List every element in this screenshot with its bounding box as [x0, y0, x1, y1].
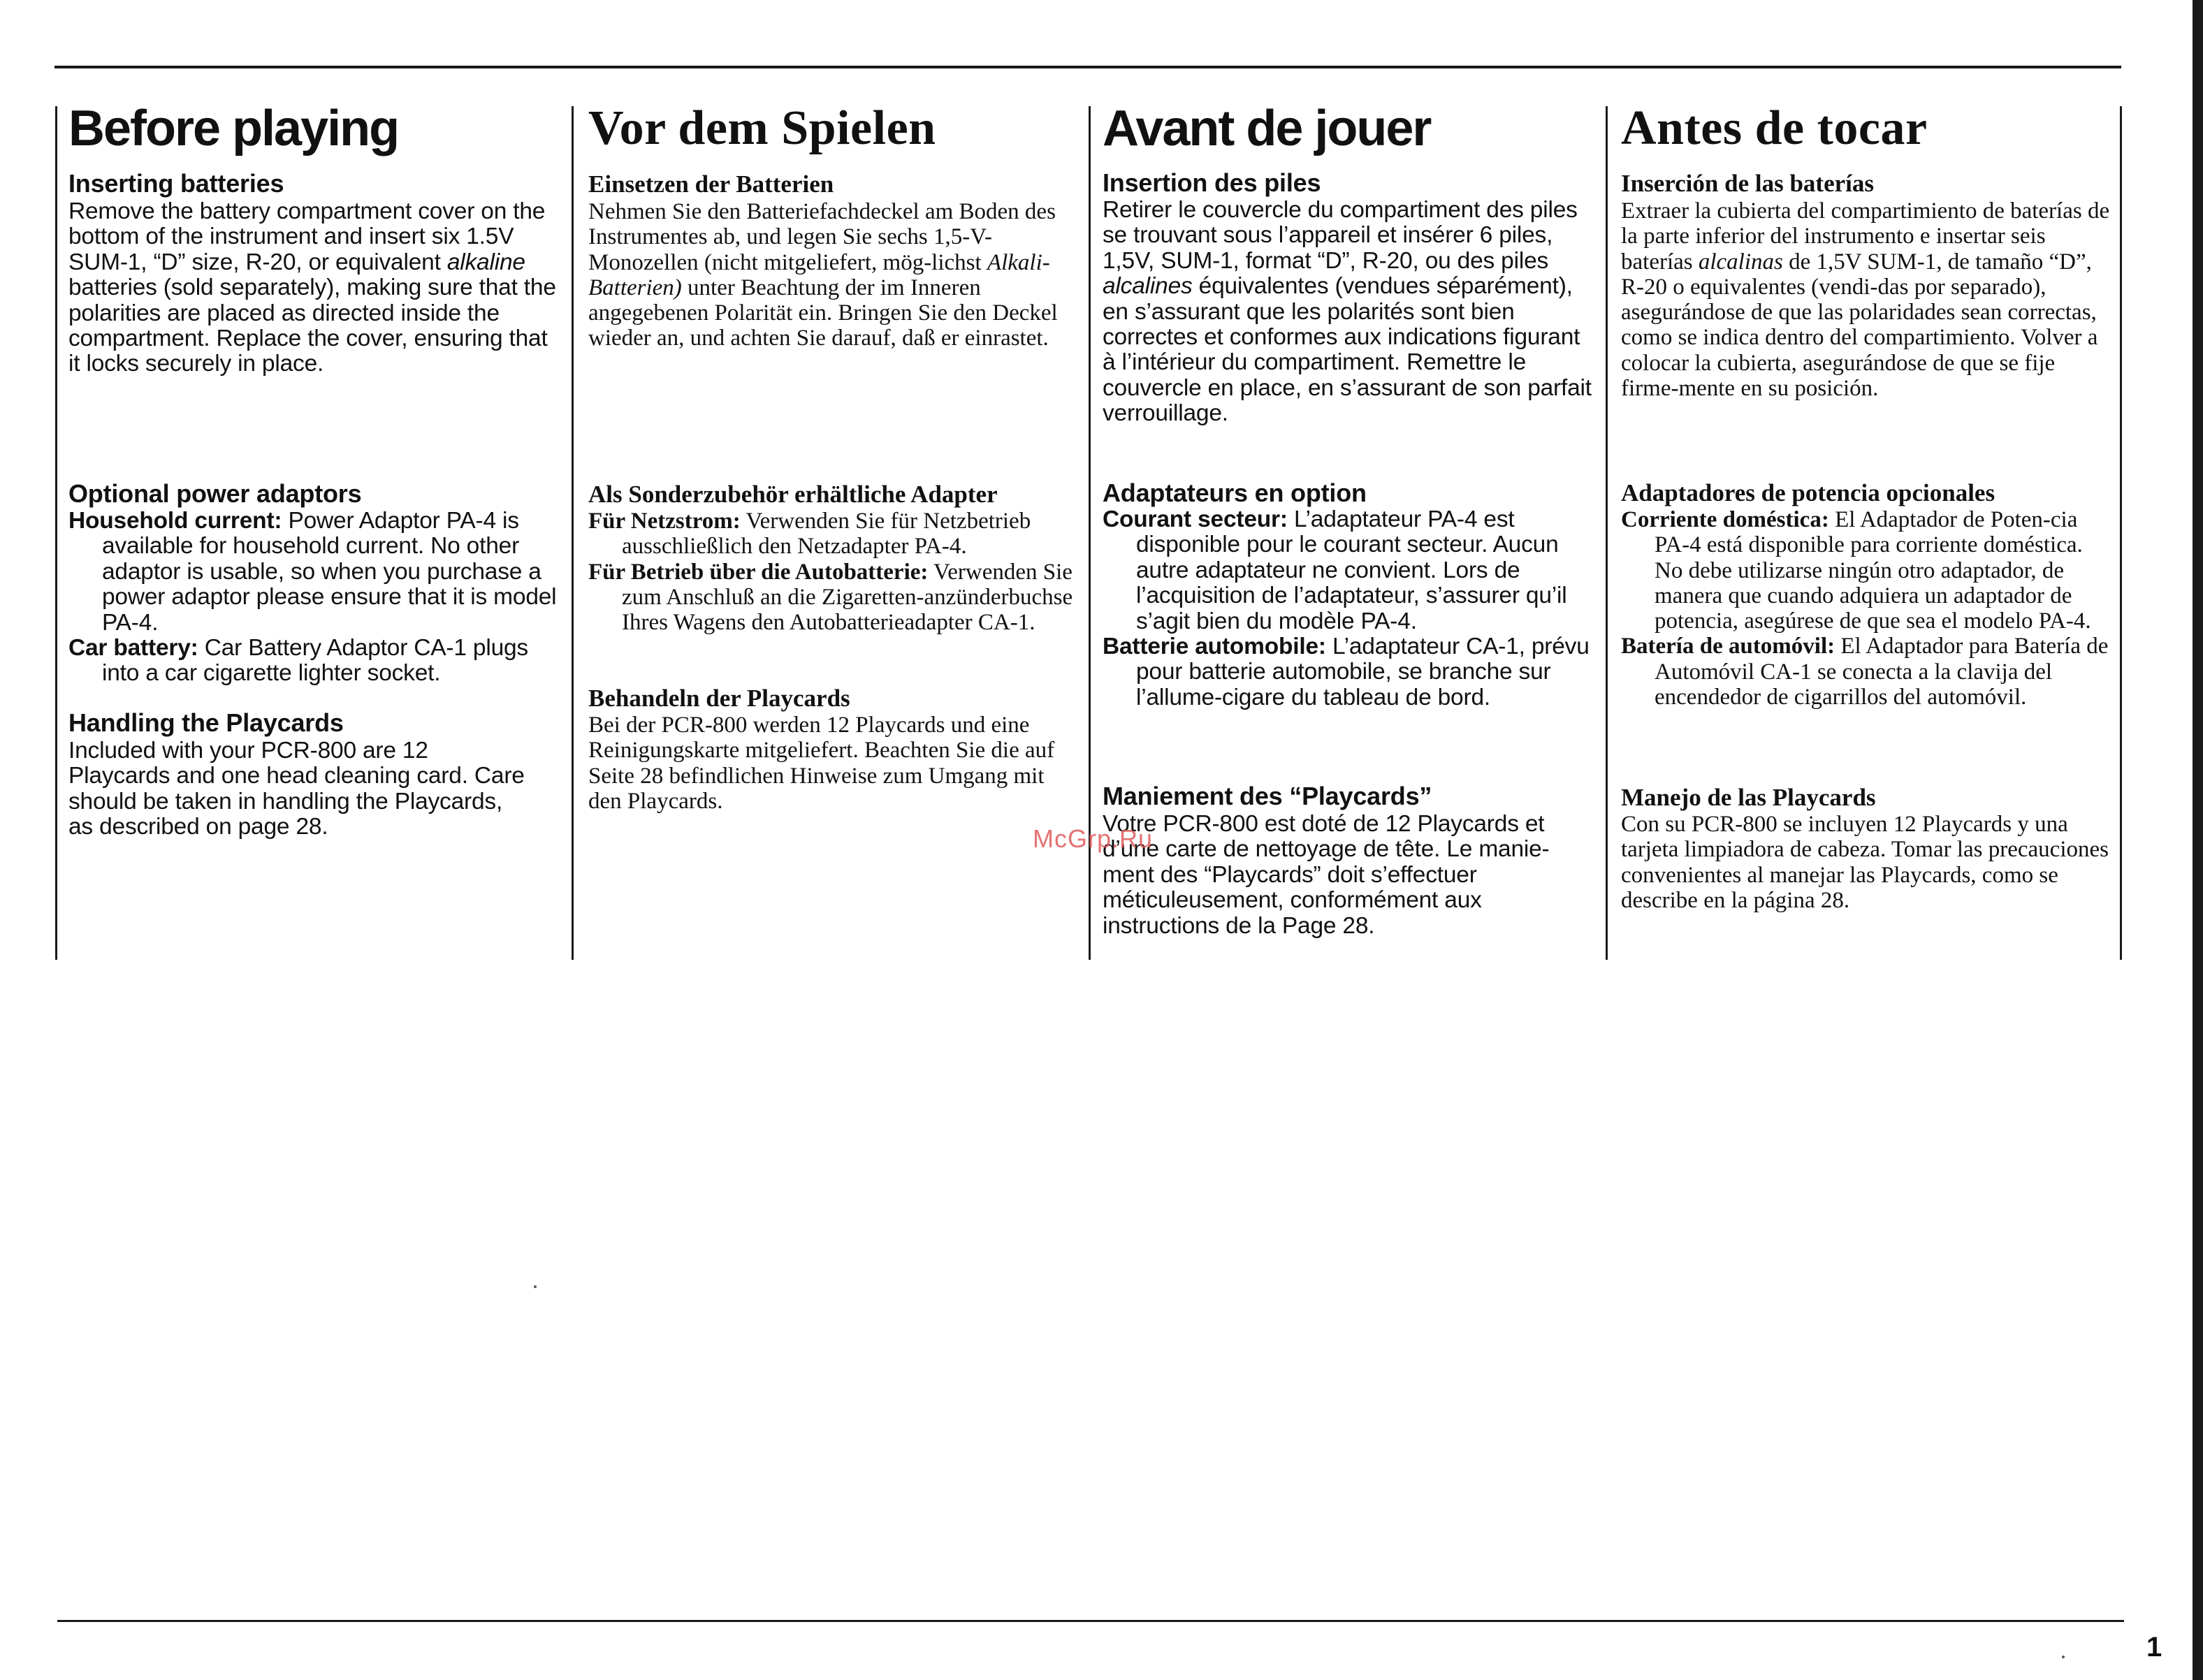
section-text-playcards: Included with your PCR-800 are 12 Playcards and one head cleaning card. Care should be taken in handling the Playcards, as described on page 28.: [68, 738, 525, 840]
section-heading-playcards: Handling the Playcards: [68, 708, 344, 737]
emphasis-text: Alkali-Batterien): [588, 249, 1050, 300]
column-title: Before playing: [68, 101, 399, 156]
list-item-lead: Für Betrieb über die Autobatterie:: [588, 559, 929, 585]
text-run: Extraer la cubierta del compartimiento de baterías de la parte inferior del instrumento e insertar seis baterías: [1621, 198, 2110, 275]
list-item-lead: Courant secteur:: [1103, 506, 1288, 532]
page-edge-border: [2193, 0, 2203, 1680]
column-title: Vor dem Spielen: [588, 101, 936, 155]
section-text-batteries: [588, 199, 1081, 351]
column-divider-2: [572, 106, 574, 960]
list-item-lead: Für Netzstrom:: [588, 509, 741, 534]
list-item-text: El Adaptador de Poten-cia PA-4 está disponible para corriente doméstica. No debe utilizarse ningún otro adaptador, de manera que cuando adquiera un adaptador de potencia, asegúrese de que sea el modelo PA-4.: [1655, 507, 2091, 634]
section-text-playcards: Bei der PCR-800 werden 12 Playcards und eine Reinigungskarte mitgeliefert. Beachten Sie die auf Seite 28 befindlichen Hinweise zum Umgang mit den Playcards.: [588, 713, 1055, 814]
text-run: batteries (sold separately), making sure that the polarities are placed as directed inside the compartment. Replace the cover, ensuring that it locks securely in place.: [68, 275, 556, 377]
emphasis-text: alkaline: [446, 249, 525, 275]
section-text-batteries: [68, 199, 565, 377]
section-heading-batteries: Inserción de las baterías: [1621, 170, 1874, 197]
list-item-lead: Batería de automóvil:: [1621, 634, 1835, 659]
list-item-text: L’adaptateur CA-1, prévu pour batterie automobile, se branche sur l’allume-cigare du tableau de bord.: [1136, 634, 1590, 710]
section-list-adaptors: [1103, 507, 1599, 710]
column-divider-1: [55, 106, 57, 960]
section-text-batteries: [1621, 198, 2110, 401]
list-item: [1103, 634, 1599, 710]
section-heading-adaptors: Adaptateurs en option: [1103, 479, 1367, 507]
column-title: Antes de tocar: [1621, 101, 1928, 155]
bottom-rule: [57, 1620, 2124, 1622]
text-run: Remove the battery compartment cover on the bottom of the instrument and insert six 1.5V SUM-1, “D” size, R-20, or equivalent: [68, 198, 546, 275]
section-text-playcards: Con su PCR-800 se incluyen 12 Playcards y una tarjeta limpiadora de cabeza. Tomar las precauciones convenientes al manejar las Playcards, como se describe en la página 28.: [1621, 812, 2109, 913]
emphasis-text: alcalinas: [1698, 249, 1783, 275]
list-item-text: Power Adaptor PA-4 is available for household current. No other adaptor is usable, so when you purchase a power adaptor please ensure that it is model PA-4.: [102, 508, 557, 636]
list-item: [68, 636, 565, 687]
column-title: Avant de jouer: [1103, 101, 1431, 156]
section-heading-batteries: Einsetzen der Batterien: [588, 170, 834, 198]
section-heading-adapters: Als Sonderzubehör erhältliche Adapter: [588, 481, 998, 508]
text-run: Retirer le couvercle du compartiment des piles se trouvant sous l’appareil et insérer 6 piles, 1,5V, SUM-1, format “D”, R-20, ou des piles: [1103, 197, 1578, 274]
column-divider-5: [2120, 106, 2122, 960]
section-heading-playcards: Maniement des “Playcards”: [1103, 782, 1432, 810]
section-text-playcards: Votre PCR-800 est doté de 12 Playcards et d’une carte de nettoyage de tête. Le manie-ment des “Playcards” doit s’effectuer méticuleusement, conformément aux instructions de la Page 28.: [1103, 811, 1550, 939]
list-item-lead: Car battery:: [68, 635, 198, 662]
emphasis-text: alcalines: [1103, 273, 1193, 300]
list-item-text: El Adaptador para Batería de Automóvil CA-1 se conecta a la clavija del encendedor de cigarrillos del automóvil.: [1655, 634, 2109, 710]
list-item-lead: Batterie automobile:: [1103, 634, 1326, 660]
text-run: unter Beachtung der im Inneren angegebenen Polarität ein. Bringen Sie den Deckel wieder an, und achten Sie darauf, daß er einrastet.: [588, 275, 1058, 351]
list-item-text: Car Battery Adaptor CA-1 plugs into a car cigarette lighter socket.: [102, 635, 528, 687]
column-divider-4: [1606, 106, 1608, 960]
section-heading-playcards: Behandeln der Playcards: [588, 685, 850, 712]
list-item-text: L’adaptateur PA-4 est disponible pour le courant secteur. Aucun autre adaptateur ne convient. Lors de l’acquisition de l’adaptateur, s’assurer qu’il s’agit bien du modèle PA-4.: [1136, 506, 1567, 634]
list-item-text: Verwenden Sie für Netzbetrieb ausschließlich den Netzadapter PA-4.: [622, 509, 1031, 560]
list-item-lead: Corriente doméstica:: [1621, 507, 1829, 532]
list-item: [1621, 507, 2110, 634]
section-heading-batteries: Inserting batteries: [68, 169, 284, 198]
text-run: équivalentes (vendues séparément), en s’assurant que les polarités sont bien correctes et conformes aux indications figurant à l’intérieur du compartiment. Remettre le couvercle en place, en s’assurant de son parfait verrouillage.: [1103, 273, 1592, 427]
section-list-adaptors: [68, 509, 565, 687]
section-heading-playcards: Manejo de las Playcards: [1621, 784, 1876, 811]
list-item: [68, 509, 565, 636]
list-item: [1103, 507, 1599, 634]
list-item: [588, 509, 1081, 560]
list-item: [1621, 634, 2110, 710]
list-item: [588, 560, 1081, 636]
section-text-batteries: [1103, 198, 1599, 427]
section-heading-adaptors: Optional power adaptors: [68, 479, 362, 508]
section-heading-adaptors: Adaptadores de potencia opcionales: [1621, 479, 1995, 506]
list-item-text: Verwenden Sie zum Anschluß an die Zigaretten-anzünderbuchse Ihres Wagens den Autobatterieadapter CA-1.: [622, 559, 1073, 636]
page-number: 1: [2146, 1632, 2162, 1663]
section-list-adaptors: [1621, 507, 2110, 710]
text-run: de 1,5V SUM-1, de tamaño “D”, R-20 o equivalentes (vendi-das por separado), asegurándose de que las polaridades sean correctas, como se indica dentro del compartimiento. Volver a colocar la cubierta, asegurándose de que se fije firme-mente en su posición.: [1621, 249, 2098, 402]
section-list-adapters: [588, 509, 1081, 635]
section-heading-batteries: Insertion des piles: [1103, 168, 1321, 197]
scan-speck: [2062, 1656, 2065, 1658]
top-rule: [54, 66, 2121, 68]
text-run: Nehmen Sie den Batteriefachdeckel am Boden des Instrumentes ab, und legen Sie sechs 1,5-V-Monozellen (nicht mitgeliefert, mög-lichst: [588, 199, 1056, 275]
watermark: McGrp.Ru: [1033, 824, 1154, 853]
scan-speck: [534, 1285, 537, 1288]
list-item-lead: Household current:: [68, 508, 282, 534]
